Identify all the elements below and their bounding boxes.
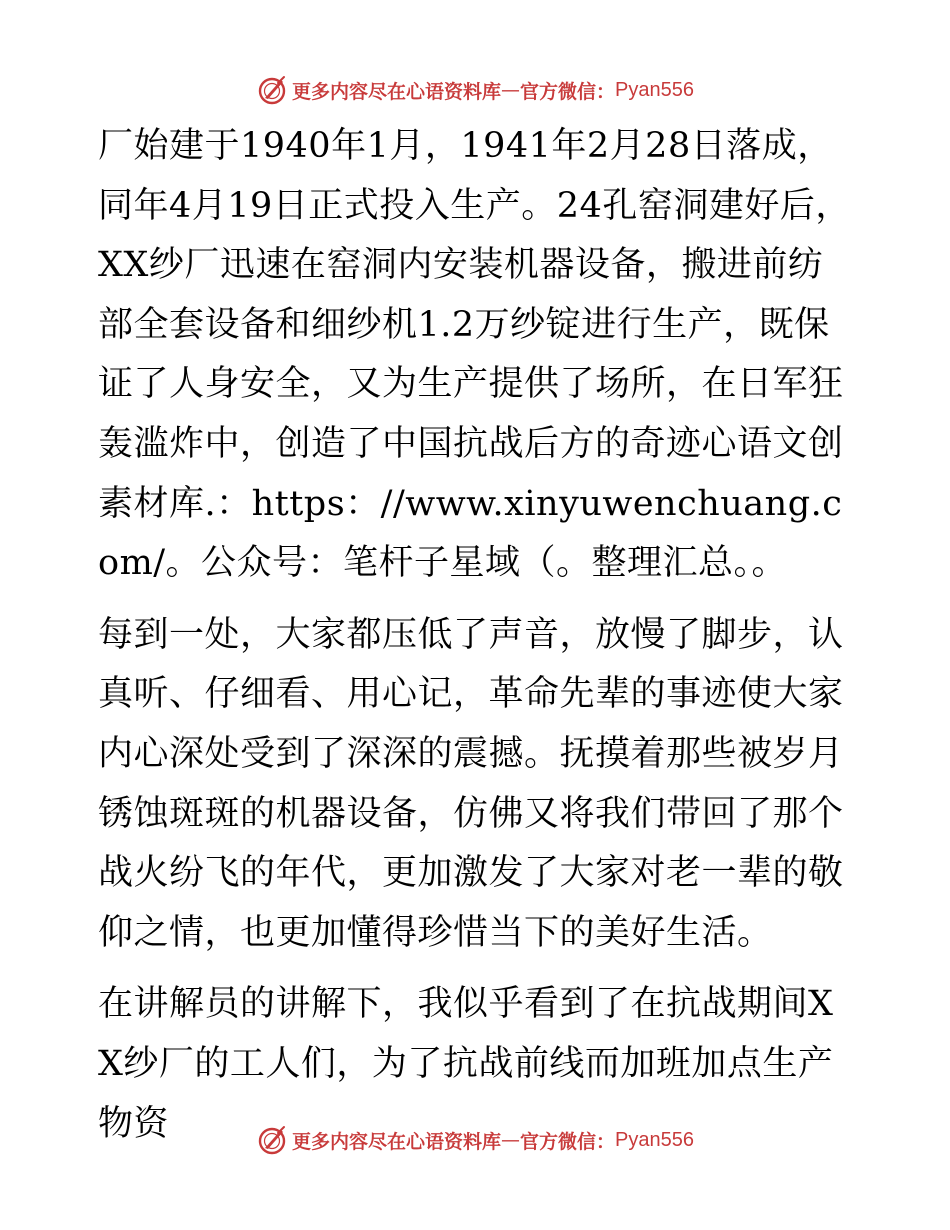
banner-wechat-label: 官方微信： — [520, 80, 616, 103]
banner-main-text: 更多内容尽在心语资料库 — [292, 1130, 502, 1153]
header-banner — [0, 70, 950, 110]
paragraph-3: 在讲解员的讲解下，我似乎看到了在抗战期间XX纱厂的工人们，为了抗战前线而加班加点生产物资 — [98, 984, 834, 1144]
quill-logo-icon — [256, 74, 288, 106]
banner-wechat-label: 官方微信： — [520, 1130, 616, 1153]
banner-separator: — — [501, 79, 521, 101]
document-body — [98, 117, 858, 1154]
banner-main-text: 更多内容尽在心语资料库 — [292, 80, 502, 103]
paragraph-2: 每到一处，大家都压低了声音，放慢了脚步，认真听、仔细看、用心记，革命先辈的事迹使大家内心深处受到了深深的震撼。抚摸着那些被岁月锈蚀斑斑的机器设备，仿佛又将我们带回了那个战火纷飞的年代，更加激发了大家对老一辈的敬仰之情，也更加懂得珍惜当下的美好生活。 — [98, 614, 844, 953]
banner-wechat-id: Pyan556 — [615, 78, 694, 101]
quill-logo-icon — [256, 1124, 288, 1156]
banner-wechat-id: Pyan556 — [615, 1128, 694, 1151]
banner-separator: — — [501, 1129, 521, 1151]
footer-banner — [0, 1120, 950, 1160]
paragraph-1: 厂始建于1940年1月，1941年2月28日落成，同年4月19日正式投入生产。24孔窑洞建好后，XX纱厂迅速在窑洞内安装机器设备，搬进前纺部全套设备和细纱机1.2万纱锭进行生产，既保证了人身安全，又为生产提供了场所，在日军狂轰滥炸中，创造了中国抗战后方的奇迹心语文创素材库.：https：//www.xinyuwenchuang.com/。公众号：笔杆子星域（。整理汇总。。 — [98, 126, 851, 584]
